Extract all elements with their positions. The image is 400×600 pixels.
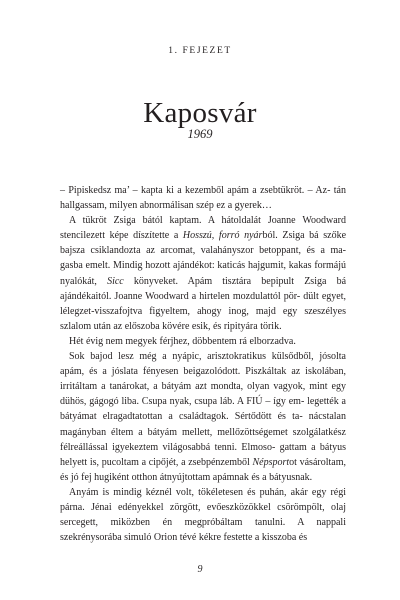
paragraph-text: – Pipiskedsz ma’ – kapta ki a kezemből apám a zsebtükröt. – Az- tán hallgassam, milyen abnormálisan szép ez a gyerek… bbox=[60, 185, 346, 212]
paragraph-1 bbox=[60, 183, 346, 213]
body-text bbox=[60, 183, 346, 545]
newspaper-title: Népsport bbox=[252, 456, 290, 468]
paragraph-text: Anyám is mindig kéznél volt, tökéletesen és puhán, akár egy régi párna. Jénai edényekkel zörgött, evőeszközökkel csörömpölt, olaj sercegett, miközben én megpróbáltam tanulni. A nappali szekrénysorába simuló Orion tévé kékre festette a kisszoba és bbox=[60, 486, 346, 544]
book-series-title: Sicc bbox=[107, 275, 124, 287]
paragraph-5 bbox=[60, 485, 346, 545]
paragraph-text: Hét évig nem megyek férjhez, döbbentem rá elborzadva. bbox=[69, 335, 296, 347]
paragraph-3 bbox=[60, 334, 346, 349]
paragraph-text: A tükröt Zsiga bától kaptam. A hátoldalát Joanne Woodward stencilezett képe díszítette a bbox=[60, 215, 346, 242]
page-number: 9 bbox=[197, 564, 203, 575]
paragraph-text: Sok bajod lesz még a nyápic, arisztokratikus külsődből, jósolta apám, és a jóslata fényesen beigazolódott. Piszkáltak az iskolában, irritáltam a tanárokat, a bátyám azt mondta, olyan vagyok, mint egy dühös, gágogó liba. Csupa nyak, csupa láb. A FIÚ – így em- legették a bátyámat elragadtatottan a családtagok. Sértődött és ta- nácstalan magányban éltem a bátyám mellett, mellőzöttségemet szolgálatkész félreállással igyekeztem világosabbá tenni. Elmoso- gattam a bátyus helyett is, pucoltam a cipőjét, a zsebpénzemből bbox=[60, 351, 346, 468]
paragraph-2 bbox=[60, 213, 346, 334]
paragraph-4 bbox=[60, 349, 346, 485]
paragraph-text: könyveket. Apám tisztára bepipult Zsiga bá ajándékaitól. Joanne Woodward a hirtelen mozdulattól pör- dült egyet, lélegzet-visszafojtva figyeltem, ahogy inog, majd egy szeszélyes szlalom után az előszoba kövére esik, és ripityára törik. bbox=[60, 275, 347, 332]
paragraph-text: ból. Zsiga bá szőke bajsza csiklandozta az arcomat, valahányszor betoppant, és a ma- gasba emelt. Mindig hozott ajándékot: katicás hajgumit, kakas formájú nyalókát, bbox=[60, 230, 347, 287]
paragraph-text: ot vásároltam, és jó fej hugiként otthon átnyújtottam apámnak és a bátyusnak. bbox=[60, 456, 346, 483]
chapter-title: Kaposvár bbox=[143, 97, 257, 130]
chapter-label: 1. FEJEZET bbox=[168, 46, 232, 56]
film-title: Hosszú, forró nyár bbox=[182, 230, 263, 242]
chapter-year: 1969 bbox=[187, 127, 213, 141]
